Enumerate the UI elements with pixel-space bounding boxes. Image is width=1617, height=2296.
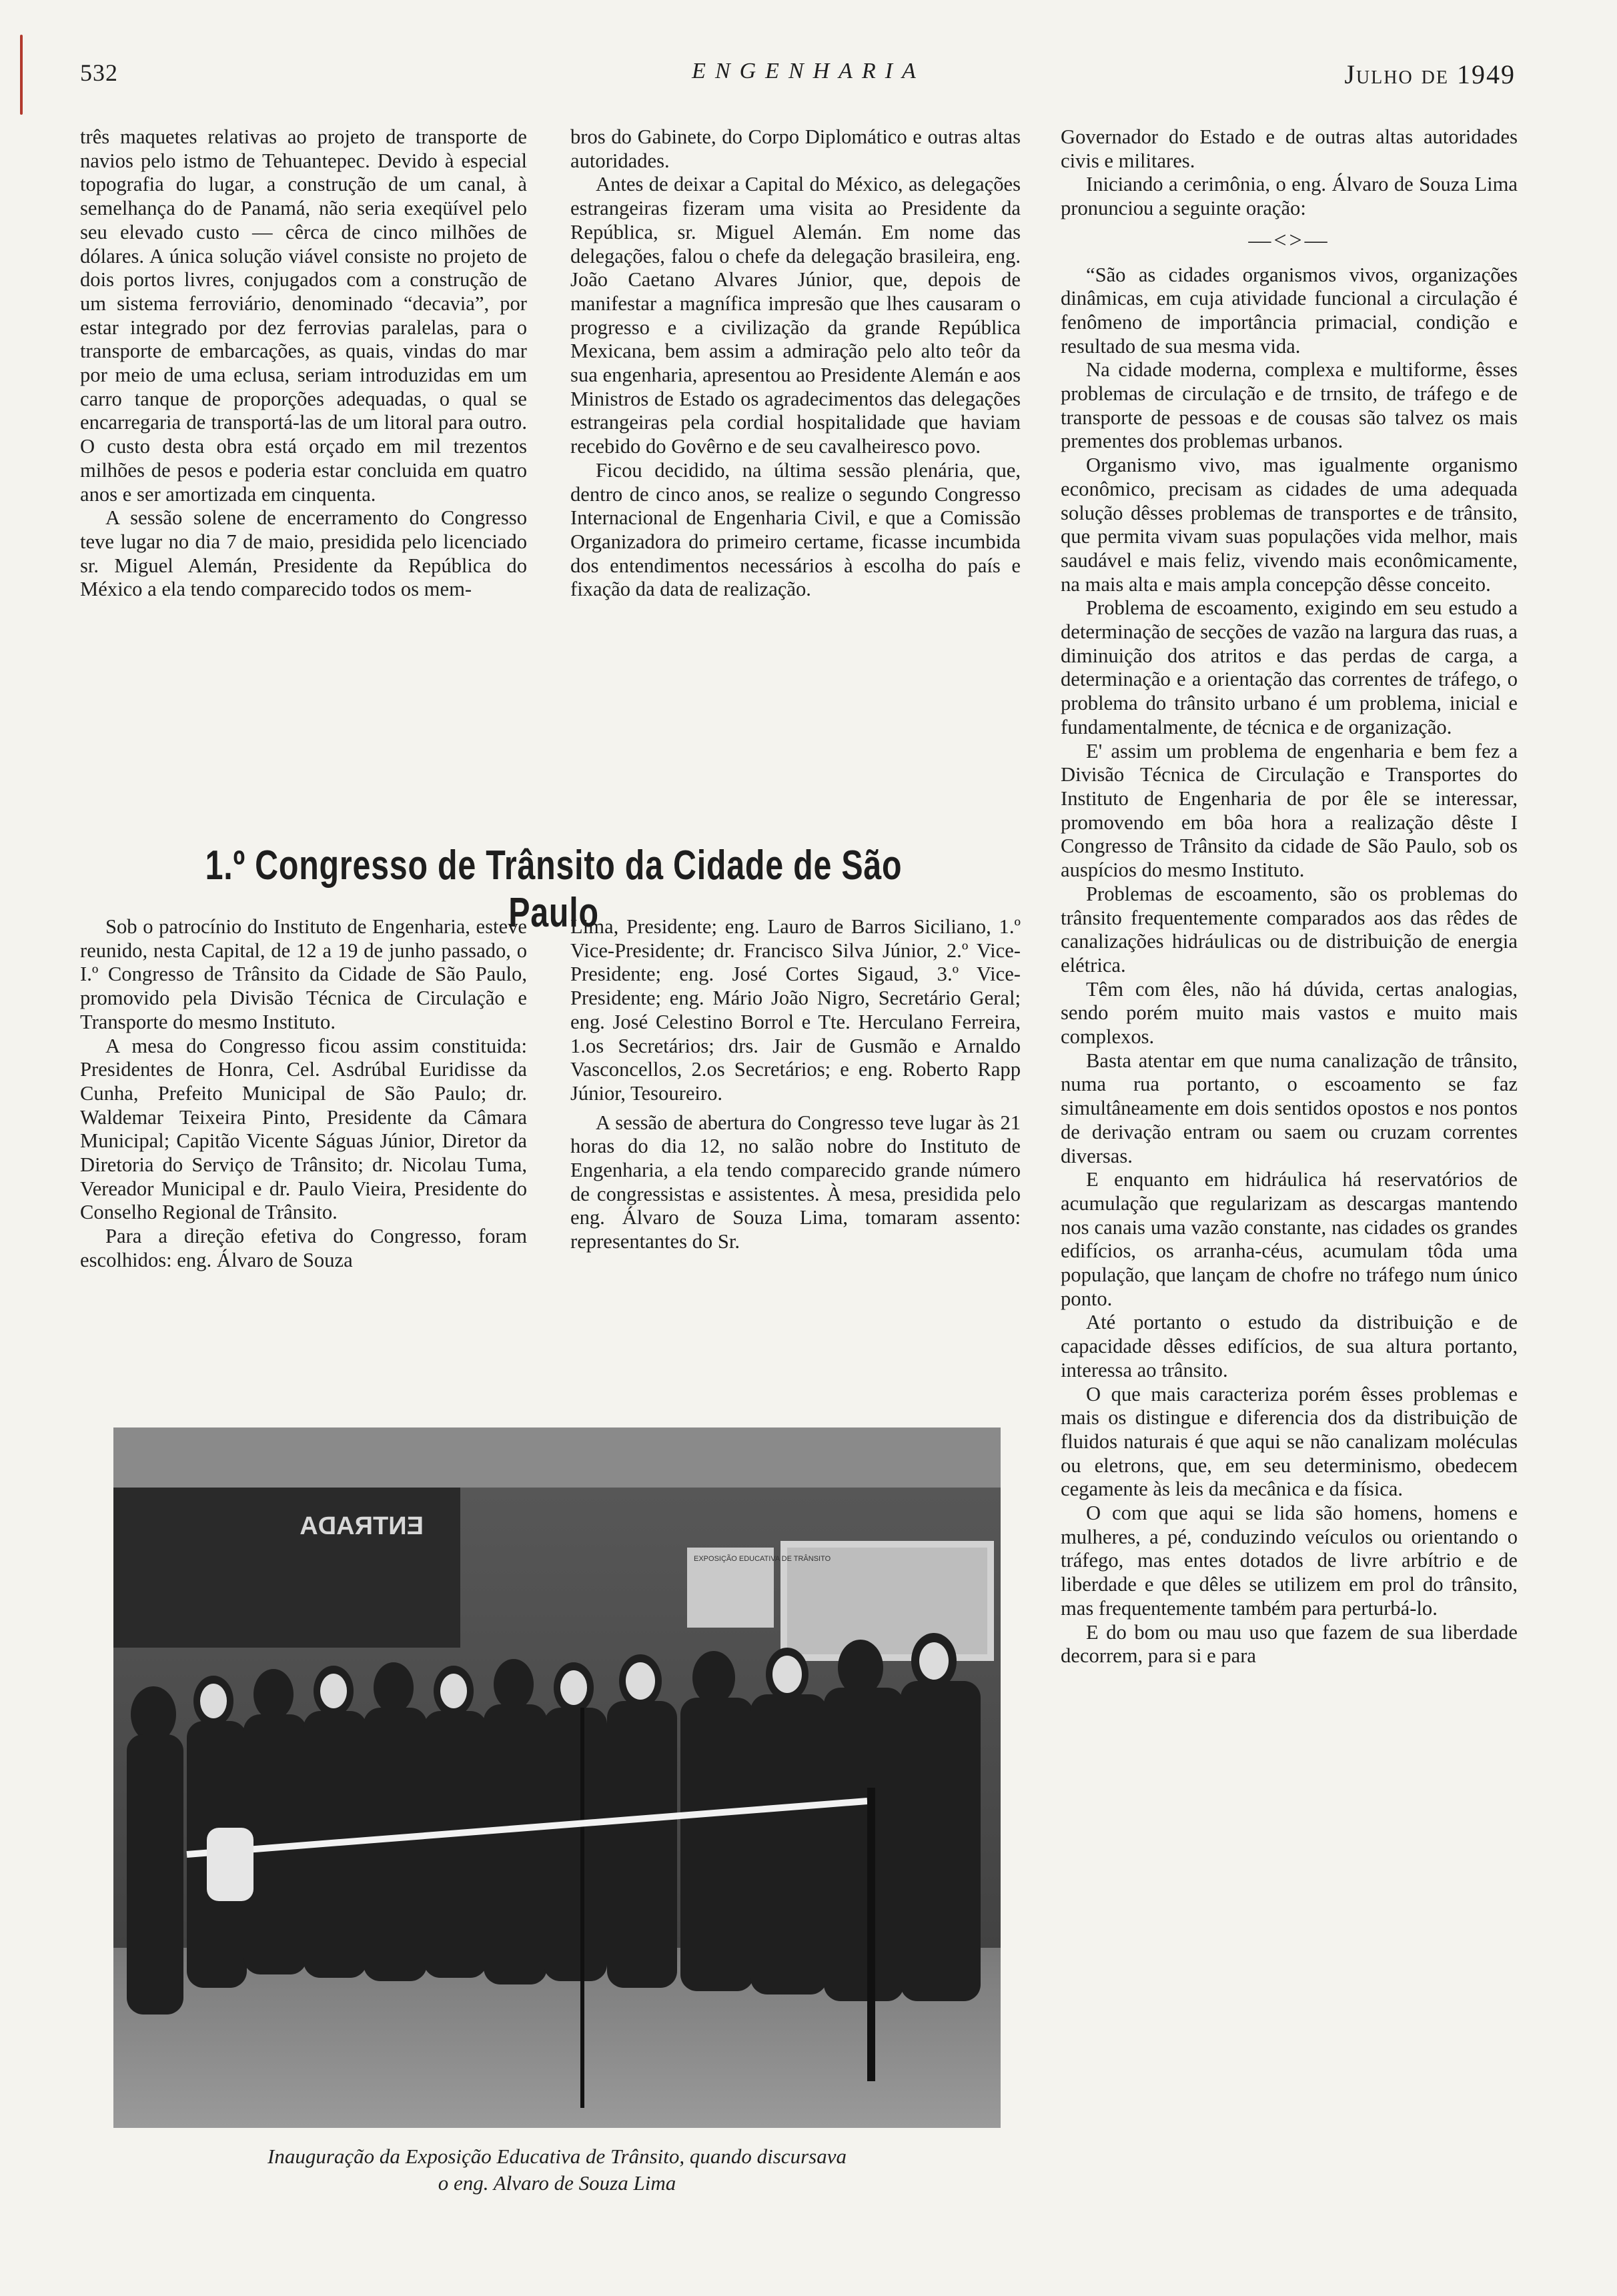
- paragraph: Antes de deixar a Capital do México, as delegações estrangeiras fizeram uma visita ao Presidente da República, sr. Miguel Alemán. Em nome das delegações, falou o chefe da delegação brasileira, eng. João Caetano Alvares Júnior, que, depois de manifestar a magnífica impresão que lhes causaram o progresso e a civilização da grande República Mexicana, bem assim a admiração pelo alto teôr da sua engenharia, apresentou ao Presidente Alemán e aos Ministros de Estado os agradecimentos das delegações estrangeiras pela cordial hospitalidade que haviam recebido do Govêrno e de seu cavalheiresco povo.: [570, 173, 1021, 458]
- paragraph: A sessão de abertura do Congresso teve lugar às 21 horas do dia 12, no salão nobre do Instituto de Engenharia, a ela tendo comparecido grande número de congressistas e assistentes. À mesa, presidida pelo eng. Álvaro de Souza Lima, tomaram assento: representantes do Sr.: [570, 1111, 1021, 1253]
- paragraph: “São as cidades organismos vivos, organizações dinâmicas, em cuja atividade funcional a circulação é fenômeno de importância primacial, condição e resultado de sua mesma vida.: [1061, 263, 1518, 358]
- paragraph: Governador do Estado e de outras altas autoridades civis e militares.: [1061, 125, 1518, 172]
- entrance-sign: ENTRADA: [300, 1512, 424, 1540]
- column-article-middle: [570, 915, 1021, 1254]
- paragraph: bros do Gabinete, do Corpo Diplomático e outras altas autoridades.: [570, 125, 1021, 172]
- photo-caption: [113, 2143, 1001, 2197]
- paragraph: Para a direção efetiva do Congresso, foram escolhidos: eng. Álvaro de Souza: [80, 1225, 527, 1271]
- article-headline: 1.º Congresso de Trânsito da Cidade de São Paulo: [205, 842, 903, 936]
- column-top-middle: [570, 125, 1021, 602]
- paragraph: Organismo vivo, mas igualmente organismo econômico, precisam as cidades de uma adequada solução dêsses problemas de transportes e de trânsito, que permita vivam suas populações vida melhor, mais saudável e mais feliz, vivendo mais econômicamente, na mais alta e mais ampla concepção dêsse conceito.: [1061, 454, 1518, 596]
- paragraph: Lima, Presidente; eng. Lauro de Barros Siciliano, 1.º Vice-Presidente; dr. Francisco Silva Júnior, 2.º Vice-Presidente; eng. José Cortes Sigaud, 3.º Vice-Presidente; eng. Mário João Nigro, Secretário Geral; eng. José Celestino Borrol e Tte. Herculano Ferreira, 1.os Secretários; drs. Jair de Gusmão e Arnaldo Vasconcellos, 2.os Secretários; e eng. Roberto Rapp Júnior, Tesoureiro.: [570, 915, 1021, 1105]
- paragraph: Problema de escoamento, exigindo em seu estudo a determinação de secções de vazão na largura das ruas, a diminuição dos atritos e das perdas de carga, a determinação e a orientação das correntes de tráfego, o problema do trânsito urbano é um problema, inicial e fundamentalmente, de técnica e de organização.: [1061, 596, 1518, 738]
- paragraph: E enquanto em hidráulica há reservatórios de acumulação que regularizam as descargas mantendo nos canais uma vazão constante, nas cidades os grandes edifícios, os arranha-céus, acumulam tôda uma população, que lançam de chofre no tráfego num único ponto.: [1061, 1168, 1518, 1310]
- exhibit-sign: EXPOSIÇÃO EDUCATIVA DE TRÂNSITO: [694, 1555, 831, 1563]
- caption-line: Inauguração da Exposição Educativa de Trânsito, quando discursava: [267, 2145, 847, 2168]
- paragraph: A mesa do Congresso ficou assim constituida: Presidentes de Honra, Cel. Asdrúbal Euridisse da Cunha, Prefeito Municipal de São Paulo; dr. Waldemar Teixeira Pinto, Presidente da Câmara Municipal; Capitão Vicente Ságuas Júnior, Diretor da Diretoria do Serviço de Trânsito; dr. Nicolau Tuma, Vereador Municipal e dr. Paulo Vieira, Presidente do Conselho Regional de Trânsito.: [80, 1034, 527, 1224]
- event-photograph: [113, 1427, 1001, 2128]
- paragraph: A sessão solene de encerramento do Congresso teve lugar no dia 7 de maio, presidida pelo licenciado sr. Miguel Alemán, Presidente da República do México a ela tendo comparecido todos os mem-: [80, 506, 527, 601]
- paragraph: Ficou decidido, na última sessão plenária, que, dentro de cinco anos, se realize o segundo Congresso Internacional de Engenharia Civil, e que a Comissão Organizadora do primeiro certame, ficasse incumbida dos entendimentos necessários à escolha do país e fixação da data de realização.: [570, 458, 1021, 601]
- microphone-stand: [580, 1708, 584, 2108]
- paragraph: Na cidade moderna, complexa e multiforme, êsses problemas de circulação e de trnsito, de tráfego e de transporte de pessoas e de cousas são talvez os mais prementes dos problemas urbanos.: [1061, 358, 1518, 453]
- paragraph: Basta atentar em que numa canalização de trânsito, numa rua portanto, o escoamento se faz simultâneamente em dois sentidos opostos e nos pontos de derivação entram ou saem ou cruzam correntes diversas.: [1061, 1049, 1518, 1167]
- paragraph: Problemas de escoamento, são os problemas do trânsito frequentemente comparados aos das rêdes de canalizações hidráulicas ou de distribuição de energia elétrica.: [1061, 882, 1518, 977]
- paragraph: E do bom ou mau uso que fazem de sua liberdade decorrem, para si e para: [1061, 1620, 1518, 1668]
- paragraph: três maquetes relativas ao projeto de transporte de navios pelo istmo de Tehuantepec. Devido à especial topografia do lugar, a construção de um canal, à semelhança do de Panamá, não seria exeqüível pelo seu elevado custo — cêrca de cinco milhões de dólares. A única solução viável consiste no projeto de dois portos livres, conjugados com a construção de um sistema ferroviário, denominado “decavia”, por estar integrado por dez ferrovias paralelas, para o transporte de embarcações, as quais, vindas do mar por meio de uma eclusa, seriam introduzidas em um carro tanque de proporções adequadas, o qual se encarregaria de transportá-las de um litoral para outro. O custo desta obra está orçado em mil trezentos milhões de pesos e poderia estar concluida em quatro anos e ser amortizada em cinquenta.: [80, 125, 527, 506]
- paragraph: Iniciando a cerimônia, o eng. Álvaro de Souza Lima pronunciou a seguinte oração:: [1061, 173, 1518, 220]
- paragraph: O com que aqui se lida são homens, homens e mulheres, a pé, conduzindo veículos ou orientando o tráfego, mas entes dotados de livre arbítrio e de liberdade e que dêles se utilizem em prol do trânsito, mas frequentemente também para perturbá-lo.: [1061, 1502, 1518, 1620]
- paragraph: Até portanto o estudo da distribuição e de capacidade dêsses edifícios, de sua altura portanto, interessa ao trânsito.: [1061, 1311, 1518, 1381]
- column-right: [1061, 125, 1518, 1668]
- paragraph: Têm com êles, não há dúvida, certas analogias, sendo porém muito mais vastos e muito mais complexos.: [1061, 977, 1518, 1049]
- paragraph: E' assim um problema de engenharia e bem fez a Divisão Técnica de Circulação e Transportes do Instituto de Engenharia de por êle se interessar, promovendo em bôa hora a realização dêste I Congresso de Trânsito da cidade de São Paulo, sob os auspícios do mesmo Instituto.: [1061, 739, 1518, 882]
- journal-title: ENGENHARIA: [692, 59, 925, 83]
- caption-line: o eng. Alvaro de Souza Lima: [438, 2171, 676, 2195]
- page-number: 532: [80, 59, 118, 86]
- paragraph: Sob o patrocínio do Instituto de Engenharia, esteve reunido, nesta Capital, de 12 a 19 de junho passado, o I.º Congresso de Trânsito da Cidade de São Paulo, promovido pela Divisão Técnica de Circulação e Transporte do mesmo Instituto.: [80, 915, 527, 1033]
- column-article-left: [80, 915, 527, 1273]
- paragraph: O que mais caracteriza porém êsses problemas e mais os distingue e diferencia dos da distribuição de fluidos naturais é que aqui se não canalizam moléculas ou eletrons, que, em seu determinismo, obedecem cegamente às leis da mecânica e da física.: [1061, 1382, 1518, 1501]
- issue-date: Julho de 1949: [1344, 59, 1516, 89]
- column-top-left: [80, 125, 527, 602]
- ornament-divider: —<>—: [1248, 227, 1330, 253]
